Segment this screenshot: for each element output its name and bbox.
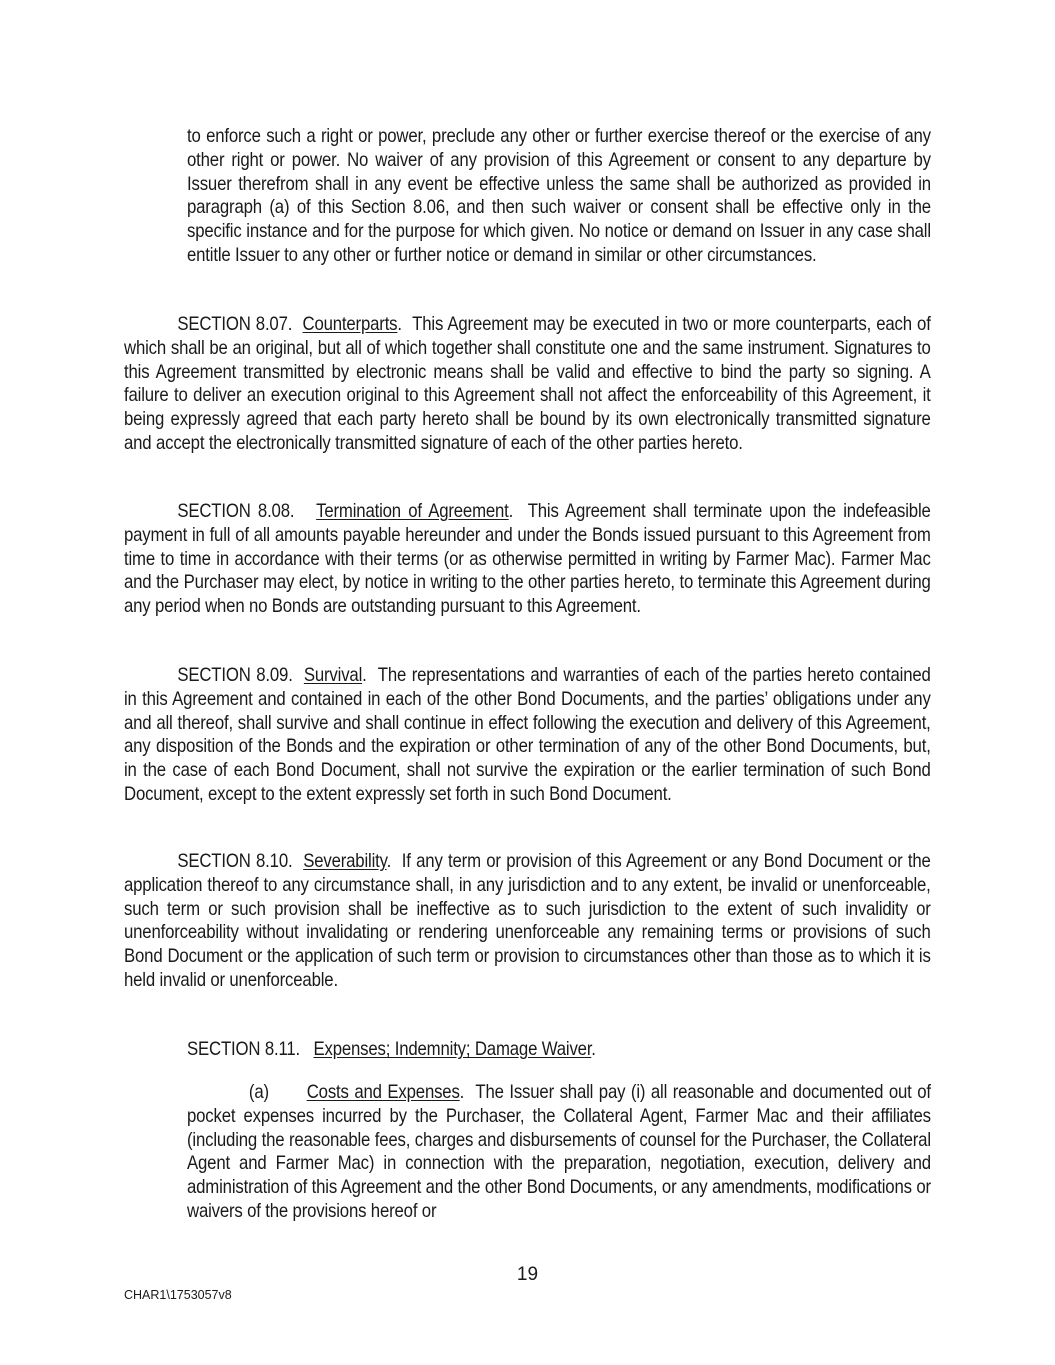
section-title: Severability [303, 850, 387, 872]
section-number: SECTION 8.11. [187, 1038, 301, 1060]
subsection-label: (a) [248, 1081, 269, 1103]
section-8-07: SECTION 8.07. Counterparts. This Agreement may be executed in two or more counterparts, each of which shall be an original, but all of which together shall constitute one and the same instrument. Signatures to this Agreement transmitted by electronic means shall be valid and effective to bind the party so signing. A failure to deliver an execution original to this Agreement shall not affect the enforceability of this Agreement, it being expressly agreed that each party hereto shall be bound by its own electronically transmitted signature and accept the electronically transmitted signature of each of the other parties hereto. [124, 313, 931, 454]
page-number: 19 [516, 1264, 539, 1285]
section-title: Termination of Agreement [316, 500, 509, 522]
section-body: This Agreement may be executed in two or more counterparts, each of which shall be an original, but all of which together shall constitute one and the same instrument. Signatures to this Agreement transmitted by electronic means shall be valid and effective to bind the party so signing. A failure to deliver an execution original to this Agreement shall not affect the enforceability of this Agreement, it being expressly agreed that each party hereto shall be bound by its own electronically transmitted signature and accept the electronically transmitted signature of each of the other parties hereto. [124, 313, 931, 454]
document-id: CHAR1\1753057v8 [124, 1288, 232, 1302]
section-number: SECTION 8.10. [177, 850, 293, 872]
intro-text: to enforce such a right or power, preclude any other or further exercise thereof or the exercise of any other right or power. No waiver of any provision of this Agreement or consent to any departure by Issuer therefrom shall in any event be effective unless the same shall be authorized as provided in paragraph (a) of this Section 8.06, and then such waiver or consent shall be effective only in the specific instance and for the purpose for which given. No notice or demand on Issuer in any case shall entitle Issuer to any other or further notice or demand in similar or other circumstances. [187, 125, 931, 266]
section-8-11: SECTION 8.11. Expenses; Indemnity; Damage Waiver. [187, 1038, 596, 1060]
section-title: Counterparts [302, 313, 398, 335]
section-number: SECTION 8.07. [177, 313, 293, 335]
section-8-08: SECTION 8.08. Termination of Agreement. This Agreement shall terminate upon the indefeasible payment in full of all amounts payable hereunder and under the Bonds issued pursuant to this Agreement from time to time in accordance with their terms (or as otherwise permitted in writing by Farmer Mac). Farmer Mac and the Purchaser may elect, by notice in writing to the other parties hereto, to terminate this Agreement during any period when no Bonds are outstanding pursuant to this Agreement. [124, 500, 931, 617]
intro-paragraph [187, 125, 931, 268]
section-title: Survival [303, 664, 363, 686]
section-body: The representations and warranties of each of the parties hereto contained in this Agreement and contained in each of the other Bond Documents, and the parties’ obligations under any and all thereof, shall survive and shall continue in effect following the execution and delivery of this Agreement, any disposition of the Bonds and the expiration or other termination of any of the other Bond Documents, but, in the case of each Bond Document, shall not survive the expiration or the earlier termination of such Bond Document, except to the extent expressly set forth in such Bond Document. [124, 664, 931, 805]
section-8-09: SECTION 8.09. Survival. The representations and warranties of each of the parties hereto contained in this Agreement and contained in each of the other Bond Documents, and the parties’ obligations under any and all thereof, shall survive and shall continue in effect following the execution and delivery of this Agreement, any disposition of the Bonds and the expiration or other termination of any of the other Bond Documents, but, in the case of each Bond Document, shall not survive the expiration or the earlier termination of such Bond Document, except to the extent expressly set forth in such Bond Document. [124, 664, 931, 805]
subsection-body: The Issuer shall pay (i) all reasonable and documented out of pocket expenses incurred by the Purchaser, the Collateral Agent, Farmer Mac and their affiliates (including the reasonable fees, charges and disbursements of counsel for the Purchaser, the Collateral Agent and Farmer Mac) in connection with the preparation, negotiation, execution, delivery and administration of this Agreement and the other Bond Documents, or any amendments, modifications or waivers of the provisions hereof or [187, 1081, 931, 1222]
section-title: Expenses; Indemnity; Damage Waiver [313, 1038, 592, 1060]
subsection-a: (a) Costs and Expenses. The Issuer shall pay (i) all reasonable and documented out of pocket expenses incurred by the Purchaser, the Collateral Agent, Farmer Mac and their affiliates (including the reasonable fees, charges and disbursements of counsel for the Purchaser, the Collateral Agent and Farmer Mac) in connection with the preparation, negotiation, execution, delivery and administration of this Agreement and the other Bond Documents, or any amendments, modifications or waivers of the provisions hereof or [187, 1081, 931, 1222]
section-number: SECTION 8.08. [177, 500, 295, 522]
section-body: This Agreement shall terminate upon the indefeasible payment in full of all amounts payable hereunder and under the Bonds issued pursuant to this Agreement from time to time in accordance with their terms (or as otherwise permitted in writing by Farmer Mac). Farmer Mac and the Purchaser may elect, by notice in writing to the other parties hereto, to terminate this Agreement during any period when no Bonds are outstanding pursuant to this Agreement. [124, 500, 931, 617]
section-body: If any term or provision of this Agreement or any Bond Document or the application thereof to any circumstance shall, in any jurisdiction and to any extent, be invalid or unenforceable, such term or such provision shall be ineffective as to such jurisdiction to the extent of such invalidity or unenforceability without invalidating or rendering unenforceable any remaining terms or provisions of such Bond Document or the application of such term or provision to circumstances other than those as to which it is held invalid or unenforceable. [124, 850, 931, 991]
section-number: SECTION 8.09. [177, 664, 293, 686]
subsection-title: Costs and Expenses [306, 1081, 460, 1103]
section-8-10: SECTION 8.10. Severability. If any term or provision of this Agreement or any Bond Document or the application thereof to any circumstance shall, in any jurisdiction and to any extent, be invalid or unenforceable, such term or such provision shall be ineffective as to such jurisdiction to the extent of such invalidity or unenforceability without invalidating or rendering unenforceable any remaining terms or provisions of such Bond Document or the application of such term or provision to circumstances other than those as to which it is held invalid or unenforceable. [124, 850, 931, 991]
